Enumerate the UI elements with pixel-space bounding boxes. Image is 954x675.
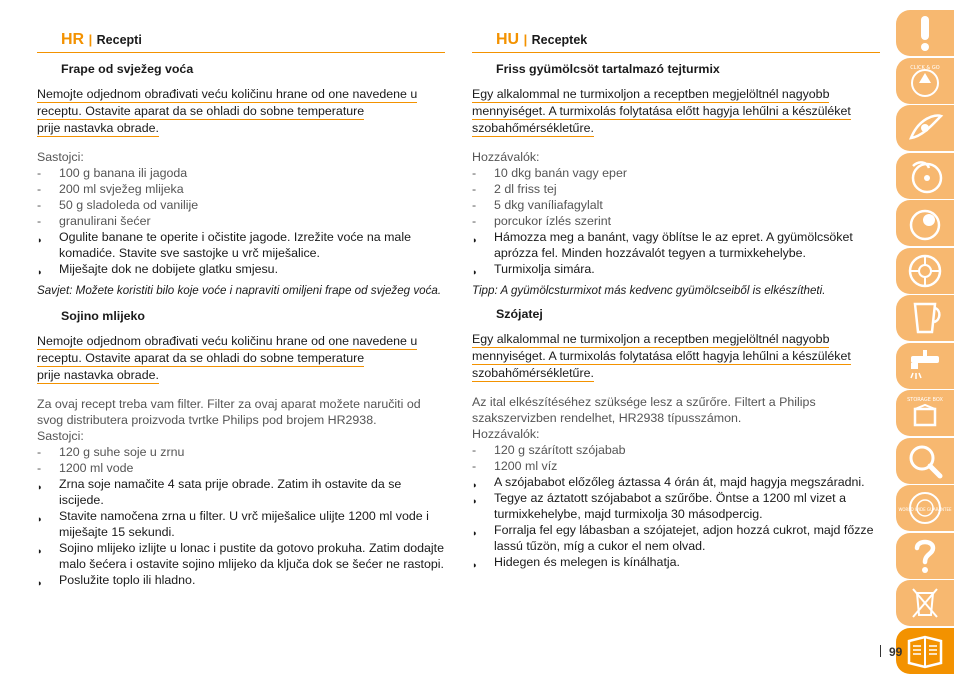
- list-item: - 1200 ml víz: [472, 458, 880, 474]
- ingredients-label: Sastojci:: [37, 429, 84, 443]
- list-item: ◗ Sojino mlijeko izlijte u lonac i pustite da gotovo prokuha. Zatim dodajte malo šećera i ostavite sojino mlijeko da ključa dok se šećer ne rastopi.: [37, 541, 445, 571]
- tab-faq[interactable]: [896, 533, 954, 579]
- list-item: - 5 dkg vaníliafagylalt: [472, 197, 880, 213]
- list-item: ◗ Hidegen és melegen is kínálhatja.: [472, 554, 880, 570]
- section-tabs: [896, 10, 954, 675]
- tab-grating-disc[interactable]: [896, 200, 954, 246]
- tab-troubleshooting[interactable]: [896, 438, 954, 484]
- bullet-icon: ◗: [472, 267, 478, 277]
- list-item: - 200 ml svježeg mlijeka: [37, 181, 445, 197]
- tab-environment[interactable]: [896, 580, 954, 626]
- recipe-title: Friss gyümölcsöt tartalmazó tejturmix: [496, 62, 720, 76]
- warning-text: Nemojte odjednom obrađivati veću količinu hrane od one navedene u receptu. Ostavite aparat da se ohladi do sobne temperature prije nastavka obrade.: [37, 87, 418, 135]
- note-text: Za ovaj recept treba vam filter. Filter za ovaj aparat možete naručiti od svog distributera proizvoda tvrtke Philips pod brojem HR2938.: [37, 397, 421, 427]
- tip-text: Savjet: Možete koristiti bilo koje voće i napraviti omiljeni frape od svježeg voća.: [37, 284, 442, 297]
- steps-list: [37, 476, 445, 588]
- tip-text: Tipp: A gyümölcsturmixot más kedvenc gyümölcseiből is elkészítheti.: [472, 284, 826, 297]
- list-item: - 1200 ml vode: [37, 460, 445, 476]
- list-item: ◗ Turmixolja simára.: [472, 261, 880, 277]
- blender-jar-icon: [905, 298, 945, 338]
- tab-warnings[interactable]: [896, 10, 954, 56]
- tab-guarantee[interactable]: [896, 485, 954, 531]
- list-item: ◗ Ogulite banane te operite i očistite jagode. Izrežite voće na male komadiće. Stavite sve sastojke u vrč miješalice.: [37, 230, 411, 260]
- list-item: ◗ A szójababot előzőleg áztassa 4 órán át, majd hagyja megszáradni.: [472, 474, 880, 490]
- list-item: ◗ Poslužite toplo ili hladno.: [37, 572, 445, 588]
- question-mark-icon: [905, 536, 945, 576]
- list-item: - 10 dkg banán vagy eper: [472, 165, 880, 181]
- faucet-cleaning-icon: [905, 346, 945, 386]
- warning-text: Egy alkalommal ne turmixoljon a receptben megjelöltnél nagyobb mennyiséget. A turmixolás folytatása előtt hagyja lehűlni a készüléket szobahőmérsékletűre.: [472, 332, 851, 380]
- steps-list: [472, 474, 880, 570]
- ingredients-label: Hozzávalók:: [472, 427, 540, 441]
- section-header-hu: [472, 32, 880, 53]
- list-item: - 120 g suhe soje u zrnu: [37, 444, 445, 460]
- bullet-icon: ◗: [37, 482, 43, 492]
- magnifier-icon: [905, 441, 945, 481]
- list-item: ◗ Miješajte dok ne dobijete glatku smjesu.: [37, 261, 445, 277]
- bullet-icon: ◗: [37, 514, 43, 524]
- list-item: ◗ Tegye az áztatott szójababot a szűrőbe. Öntse a 1200 ml vizet a turmixkehelybe, majd turmixolja 30 másodpercig.: [472, 491, 846, 521]
- bullet-icon: ◗: [37, 235, 43, 245]
- right-column: [472, 32, 880, 570]
- grating-disc-icon: [905, 203, 945, 243]
- ingredients-list: [472, 165, 880, 229]
- click-and-go-icon: [905, 61, 945, 101]
- recipe-title: Frape od svježeg voća: [61, 62, 194, 76]
- tab-blender-jar[interactable]: [896, 295, 954, 341]
- note-text: Az ital elkészítéséhez szüksége lesz a szűrőre. Filtert a Philips szakszervizben rendelhet, HR2938 típusszámon.: [472, 395, 816, 425]
- tab-click-and-go[interactable]: [896, 58, 954, 104]
- slicing-disc-icon: [905, 156, 945, 196]
- ingredients-list: [472, 442, 880, 474]
- tab-slicing-disc[interactable]: [896, 153, 954, 199]
- bullet-icon: ◗: [37, 546, 43, 556]
- tab-emulsifying-disc[interactable]: [896, 248, 954, 294]
- tab-knife-blade[interactable]: [896, 105, 954, 151]
- recipe-title: Szójatej: [496, 307, 543, 321]
- list-item: ◗ Hámozza meg a banánt, vagy öblítse le az epret. A gyümölcsöket aprózza fel. Minden hozzávalót tegyen a turmixkehelybe.: [472, 230, 853, 260]
- svg-text:STORAGE BOX: STORAGE BOX: [907, 397, 943, 403]
- header-separator: |: [523, 32, 528, 47]
- language-code: HR: [61, 31, 85, 48]
- bullet-icon: ◗: [472, 480, 478, 490]
- bullet-icon: ◗: [37, 267, 43, 277]
- page-number: 99: [880, 645, 902, 659]
- bullet-icon: ◗: [472, 235, 478, 245]
- language-code: HU: [496, 31, 520, 48]
- list-item: ◗ Forralja fel egy lábasban a szójatejet, adjon hozzá cukrot, majd főzze lassú tűzön, míg a cukor el nem olvad.: [472, 523, 874, 553]
- ingredients-list: [37, 165, 445, 229]
- svg-text:CLICK & GO: CLICK & GO: [910, 64, 940, 71]
- svg-text:WORLD WIDE GUARANTEE: WORLD WIDE GUARANTEE: [898, 507, 952, 512]
- bullet-icon: ◗: [37, 578, 43, 588]
- left-column: [37, 32, 445, 588]
- crossed-bin-icon: [905, 583, 945, 623]
- section-header-hr: [37, 32, 445, 53]
- ingredients-label: Hozzávalók:: [472, 150, 540, 164]
- section-title: Recepti: [96, 33, 142, 47]
- emulsifying-disc-icon: [905, 251, 945, 291]
- recipe-title: Sojino mlijeko: [61, 309, 145, 323]
- section-title: Receptek: [531, 33, 588, 47]
- tab-storage-box[interactable]: [896, 390, 954, 436]
- world-wide-guarantee-icon: [898, 488, 952, 528]
- knife-blade-icon: [905, 108, 945, 148]
- list-item: ◗ Zrna soje namačite 4 sata prije obrade. Zatim ih ostavite da se iscijede.: [37, 477, 402, 507]
- exclamation-icon: [905, 13, 945, 53]
- bullet-icon: ◗: [472, 528, 478, 538]
- list-item: - porcukor ízlés szerint: [472, 213, 880, 229]
- recipe-book-icon: [905, 631, 945, 671]
- ingredients-list: [37, 444, 445, 476]
- list-item: ◗ Stavite namočena zrna u filter. U vrč miješalice ulijte 1200 ml vode i miješajte 15 sekundi.: [37, 509, 429, 539]
- list-item: - granulirani šećer: [37, 213, 445, 229]
- ingredients-label: Sastojci:: [37, 150, 84, 164]
- tab-recipes[interactable]: [896, 628, 954, 674]
- list-item: - 120 g szárított szójabab: [472, 442, 880, 458]
- header-separator: |: [88, 32, 93, 47]
- storage-box-icon: [905, 393, 945, 433]
- steps-list: [37, 229, 445, 277]
- bullet-icon: ◗: [472, 560, 478, 570]
- warning-text: Nemojte odjednom obrađivati veću količinu hrane od one navedene u receptu. Ostavite aparat da se ohladi do sobne temperature prije nastavka obrade.: [37, 334, 418, 382]
- warning-text: Egy alkalommal ne turmixoljon a receptben megjelöltnél nagyobb mennyiséget. A turmixolás folytatása előtt hagyja lehűlni a készüléket szobahőmérsékletűre.: [472, 87, 851, 135]
- bullet-icon: ◗: [472, 496, 478, 506]
- list-item: - 100 g banana ili jagoda: [37, 165, 445, 181]
- steps-list: [472, 229, 880, 277]
- list-item: - 2 dl friss tej: [472, 181, 880, 197]
- tab-cleaning[interactable]: [896, 343, 954, 389]
- list-item: - 50 g sladoleda od vanilije: [37, 197, 445, 213]
